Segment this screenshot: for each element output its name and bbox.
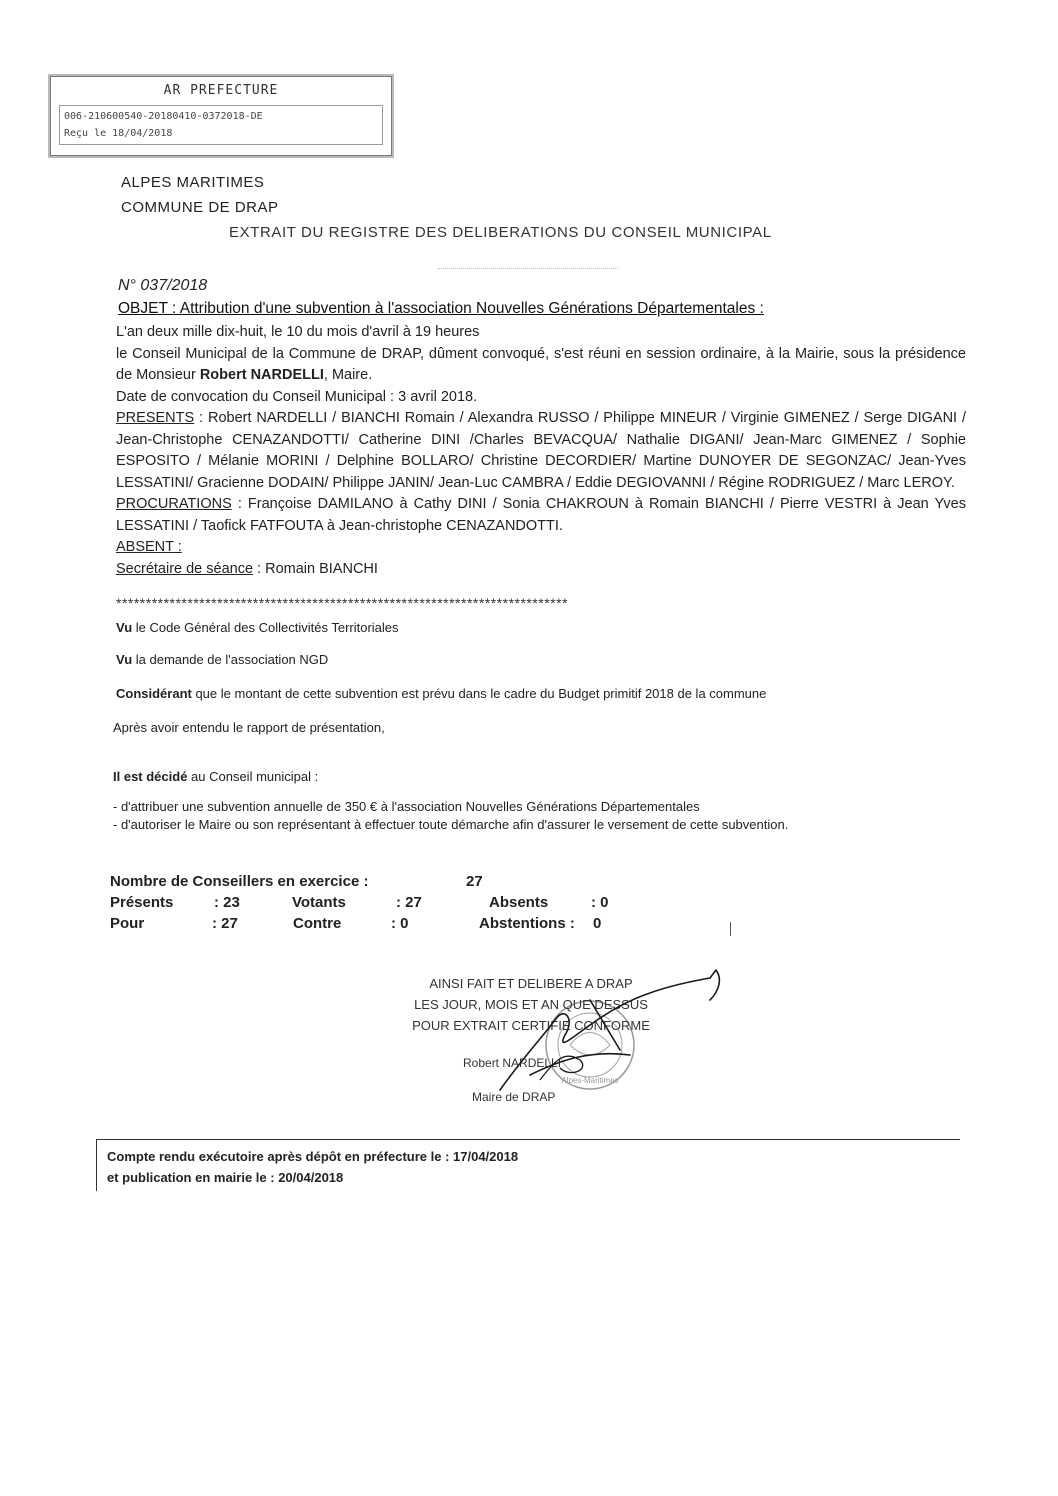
mayor-name: Robert NARDELLI (199, 367, 324, 383)
decision-label: Il est décidé (113, 769, 188, 784)
considerant-text: que le montant de cette subvention est prévu dans le cadre du Budget primitif 2018 de la commune (191, 686, 767, 701)
decision-items (113, 798, 961, 834)
abstentions-label: Abstentions : (479, 915, 575, 932)
secretaire-name: : Romain BIANCHI (253, 560, 378, 577)
commune-name: COMMUNE DE DRAP (121, 199, 279, 216)
footer-publication-date: et publication en mairie le : 20/04/2018 (107, 1170, 344, 1185)
presents-label: PRESENTS (116, 410, 195, 426)
secretaire-label: Secrétaire de séance (116, 560, 254, 577)
footer-content (97, 1140, 960, 1188)
vu-demande (116, 651, 328, 669)
conseillers-value: 27 (466, 873, 483, 890)
votants-label: Votants (292, 894, 346, 911)
footer-box (96, 1139, 960, 1191)
convocation-date: Date de convocation du Conseil Municipal : 3 avril 2018. (116, 388, 478, 405)
stamp-inner-box (59, 105, 383, 145)
vu-code (116, 619, 399, 637)
intro-session-end: , Maire. (323, 367, 373, 383)
intro-session (116, 344, 966, 387)
contre-label: Contre (293, 915, 342, 932)
contre-value: : 0 (391, 915, 409, 932)
stray-mark (730, 922, 731, 936)
vu-label-2: Vu (116, 652, 133, 667)
deliberation-objet (118, 300, 978, 318)
procurations-label: PROCURATIONS (116, 496, 232, 512)
presents-count-label: Présents (110, 894, 174, 911)
vu-demande-text: la demande de l'association NGD (132, 652, 329, 667)
secretaire-line (116, 559, 966, 581)
prefecture-stamp (50, 76, 392, 156)
department-name: ALPES MARITIMES (121, 174, 265, 191)
signatory-name: Robert NARDELLI (463, 1056, 562, 1070)
signatory-role: Maire de DRAP (472, 1090, 556, 1104)
procurations-names: : Françoise DAMILANO à Cathy DINI / Sonia CHAKROUN à Romain BIANCHI / Pierre VESTRI à Jean Yves LESSATINI / Taofick FATFOUTA à Jean-christophe CENAZANDOTTI. (116, 496, 966, 534)
intro-session-text: le Conseil Municipal de la Commune de DRAP, dûment convoqué, s'est réuni en session ordinaire, à la Mairie, sous la présidence de Monsieur (116, 345, 966, 383)
absent-line (116, 537, 966, 559)
objet-label: OBJET (118, 300, 168, 317)
signature-line-3: POUR EXTRAIT CERTIFIE CONFORME (412, 1018, 650, 1033)
votants-value: : 27 (396, 894, 422, 911)
decision-item-1: - d'attribuer une subvention annuelle de 350 € à l'association Nouvelles Générations Départementales (113, 799, 700, 814)
objet-text: : Attribution d'une subvention à l'association Nouvelles Générations Départementales : (167, 300, 764, 317)
presents-names: : Robert NARDELLI / BIANCHI Romain / Alexandra RUSSO / Philippe MINEUR / Virginie GIMENEZ / Serge DIGANI / Jean-Christophe CENAZANDOTTI/ Catherine DINI /Charles BEVACQUA/ Nathalie DIGANI/ Jean-Marc GIMENEZ / Sophie ESPOSITO / Mélanie MORINI / Delphine BOLLARO/ Christine DECORDIER/ Martine DUNOYER DE SEGONZAC/ Jean-Yves LESSATINI/ Gracienne DODAIN/ Philippe JANIN/ Jean-Luc CAMBRA / Eddie DEGIOVANNI / Régine RODRIGUEZ / Marc LEROY. (116, 410, 966, 491)
vu-code-text: le Code Général des Collectivités Territoriales (132, 620, 399, 635)
considerant-label: Considérant (116, 686, 192, 701)
seal-caption: Alpes-Maritimes (561, 1076, 619, 1085)
handwritten-signature (500, 970, 719, 1090)
stamp-reference: 006-210600540-20180410-0372018-DE (64, 111, 263, 122)
stamp-received-date: Reçu le 18/04/2018 (64, 128, 173, 139)
signature-line-2: LES JOUR, MOIS ET AN QUE DESSUS (414, 997, 648, 1012)
absent-label: ABSENT : (116, 539, 182, 555)
absents-value: : 0 (591, 894, 609, 911)
decision-text: au Conseil municipal : (187, 769, 319, 784)
title-divider (438, 268, 618, 269)
signature-line-1: AINSI FAIT ET DELIBERE A DRAP (429, 976, 633, 991)
vu-label: Vu (116, 620, 133, 635)
separator-stars: **************************************************************************** (116, 595, 569, 611)
signature-and-seal (470, 960, 740, 1110)
abstentions-value: 0 (593, 915, 602, 932)
document-title: EXTRAIT DU REGISTRE DES DELIBERATIONS DU CONSEIL MUNICIPAL (229, 224, 772, 241)
intro-date: L'an deux mille dix-huit, le 10 du mois d'avril à 19 heures (116, 324, 480, 340)
presents-list (116, 408, 966, 494)
stamp-title: AR PREFECTURE (163, 83, 279, 98)
pour-value: : 27 (212, 915, 238, 932)
decision-intro (113, 768, 318, 786)
footer-prefecture-date: Compte rendu exécutoire après dépôt en préfecture le : 17/04/2018 (107, 1149, 519, 1164)
absents-label: Absents (489, 894, 549, 911)
town-seal (546, 1001, 634, 1089)
deliberation-body (116, 322, 966, 580)
decision-item-2: - d'autoriser le Maire ou son représentant à effectuer toute démarche afin d'assurer le versement de cette subvention. (113, 817, 789, 832)
pour-label: Pour (110, 915, 145, 932)
deliberation-number: N° 037/2018 (118, 277, 208, 294)
conseillers-label: Nombre de Conseillers en exercice : (110, 873, 369, 890)
presents-count-value: : 23 (214, 894, 240, 911)
considerant (116, 685, 766, 703)
procurations-list (116, 494, 966, 537)
rapport-line: Après avoir entendu le rapport de présentation, (113, 720, 385, 735)
